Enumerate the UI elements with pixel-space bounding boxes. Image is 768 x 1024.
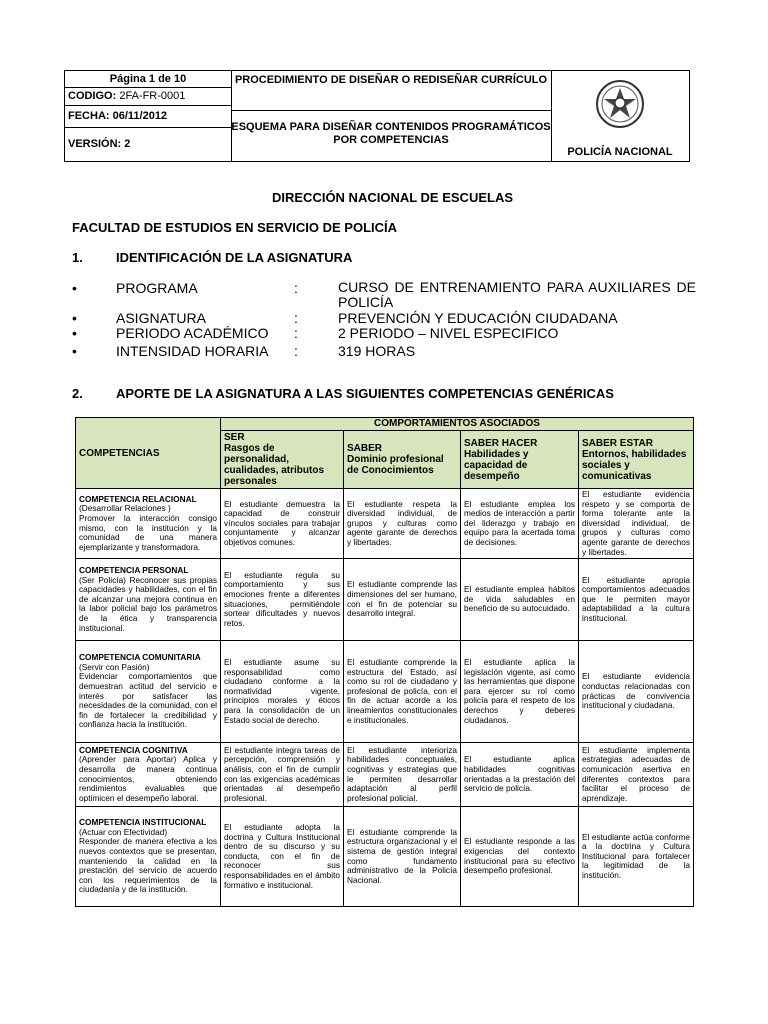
competency-cell xyxy=(76,559,221,641)
saber-hacer-cell: El estudiante aplica la legislación vigente, así como las herramientas que dispone para ejercer su rol como policía para el respeto de los derechos y deberes ciudadanos. xyxy=(461,641,579,743)
item-colon: : xyxy=(294,310,298,326)
institution-name: POLICÍA NACIONAL xyxy=(567,146,673,158)
section-2-number: 2. xyxy=(72,386,83,401)
ser-cell: El estudiante integra tareas de percepción, comprensión y análisis, con el fin de cumplir con las exigencias académicas orientadas al desempeño profesional. xyxy=(221,743,344,807)
table-row xyxy=(76,807,694,907)
saber-estar-cell: El estudiante implementa estrategias adecuadas de comunicación asertiva en diferentes contextos para facilitar el proceso de aprendizaje. xyxy=(579,743,694,807)
item-colon: : xyxy=(294,325,298,341)
faculty-heading: FACULTAD DE ESTUDIOS EN SERVICIO DE POLICÍA xyxy=(72,220,398,235)
competency-description: (Aprender para Aportar) Aplica y desarrolla de manera continua conocimientos, obteniendo rendimientos evaluables que optimicen el desempeño laboral. xyxy=(79,754,217,803)
competency-cell xyxy=(76,807,221,907)
item-value-asignatura: PREVENCIÓN Y EDUCACIÓN CIUDADANA xyxy=(338,310,618,326)
table-row xyxy=(76,743,694,807)
list-bullet: • xyxy=(72,325,77,341)
saber-cell: El estudiante comprende las dimensiones del ser humano, con el fin de potenciar su desarrollo integral. xyxy=(344,559,461,641)
competency-cell xyxy=(76,489,221,559)
saber-estar-cell: El estudiante apropia comportamientos adecuados que le permiten mayor adaptabilidad a la cultura institucional. xyxy=(579,559,694,641)
document-date: FECHA: 06/11/2012 xyxy=(65,106,231,128)
competency-name: COMPETENCIA INSTITUCIONAL xyxy=(79,817,207,828)
saber-hacer-cell: El estudiante emplea hábitos de vida saludables en beneficio de su autocuidado. xyxy=(461,559,579,641)
section-1-number: 1. xyxy=(72,250,83,265)
section-2-title: APORTE DE LA ASIGNATURA A LAS SIGUIENTES COMPETENCIAS GENÉRICAS xyxy=(116,386,614,401)
direction-heading: DIRECCIÓN NACIONAL DE ESCUELAS xyxy=(272,190,514,205)
ser-cell: El estudiante adopta la doctrina y Cultura Institucional dentro de su discurso y su conducta, con el fin de reconocer sus responsabilidades en el ámbito formativo e institucional. xyxy=(221,807,344,907)
saber-estar-cell: El estudiante evidencia conductas relacionadas con prácticas de convivencia institucional y ciudadana. xyxy=(579,641,694,743)
competencies-table xyxy=(75,417,694,907)
page-number: Página 1 de 10 xyxy=(65,71,231,88)
header-ser: SER Rasgos de personalidad, cualidades, atributos personales xyxy=(221,431,344,489)
competency-cell xyxy=(76,743,221,807)
code-value: 2FA-FR-0001 xyxy=(119,90,186,102)
competency-description: (Actuar con Efectividad) Responder de manera efectiva a los nuevos contextos que se presentan, manteniendo la calidad en la prestación del servicio de acuerdo con los requerimientos de la ciudadanía y de la institución. xyxy=(79,826,217,895)
saber-cell: El estudiante respeta la diversidad individual, de grupos y culturas como agente garante de derechos y libertades. xyxy=(344,489,461,559)
saber-cell: El estudiante comprende la estructura del Estado, así como su rol de ciudadano y profesional de policía, con el fin de actuar acorde a los lineamientos constitucionales e institucionales. xyxy=(344,641,461,743)
header-title-column xyxy=(231,71,552,161)
ser-cell: El estudiante regula su comportamiento y sus emociones frente a diferentes situaciones, permitiéndole sortear dificultades y nuevos retos. xyxy=(221,559,344,641)
ser-cell: El estudiante asume su responsabilidad como ciudadano conforme a la normatividad vigente, principios morales y éticos para la consolidación de un Estado social de derecho. xyxy=(221,641,344,743)
procedure-title: PROCEDIMIENTO DE DISEÑAR O REDISEÑAR CURRÍCULO xyxy=(231,71,551,111)
code-label: CODIGO: xyxy=(68,90,117,102)
item-value-periodo: 2 PERIODO – NIVEL ESPECIFICO xyxy=(338,325,559,341)
police-seal-icon xyxy=(595,79,645,129)
item-label-periodo: PERIODO ACADÉMICO xyxy=(116,325,269,341)
table-row xyxy=(76,641,694,743)
competency-cell xyxy=(76,641,221,743)
section-1-title: IDENTIFICACIÓN DE LA ASIGNATURA xyxy=(116,250,353,265)
saber-cell: El estudiante interioriza habilidades conceptuales, cognitivas y estrategias que le permiten desarrollar adaptación al perfil profesional policial. xyxy=(344,743,461,807)
competency-name: COMPETENCIA COMUNITARIA xyxy=(79,652,201,663)
item-label-asignatura: ASIGNATURA xyxy=(116,310,206,326)
saber-estar-cell: El estudiante actúa conforme a la doctrina y Cultura Institucional para fortalecer la legitimidad de la institución. xyxy=(579,807,694,907)
item-colon: : xyxy=(294,280,298,296)
item-label-programa: PROGRAMA xyxy=(116,280,198,296)
header-saber: SABER Dominio profesional de Conocimientos xyxy=(344,431,461,489)
item-colon: : xyxy=(294,343,298,359)
competency-name: COMPETENCIA COGNITIVA xyxy=(79,744,188,755)
competency-description: (Servir con Pasión) Evidenciar comportamientos que demuestran actitud del servicio e interés por satisfacer las necesidades de la comunidad, con el fin de fortalecer la credibilidad y confianza hacia la institución. xyxy=(79,661,217,730)
competency-name: COMPETENCIA PERSONAL xyxy=(79,565,189,576)
document-code xyxy=(65,88,231,106)
competency-description: (Desarrollar Relaciones ) Promover la interacción consigo mismo, con la institución y la comunidad de una manera ejemplarizante y transformadora. xyxy=(79,503,217,552)
list-bullet: • xyxy=(72,280,77,296)
competency-name: COMPETENCIA RELACIONAL xyxy=(79,493,197,504)
header-saber-hacer: SABER HACER Habilidades y capacidad de desempeño xyxy=(461,431,579,489)
header-comportamientos: COMPORTAMIENTOS ASOCIADOS xyxy=(221,418,694,431)
saber-cell: El estudiante comprende la estructura organizacional y el sistema de gestión integral como fundamento administrativo de la Policía Nacional. xyxy=(344,807,461,907)
saber-estar-cell: El estudiante evidencia respeto y se comporta de forma tolerante ante la diversidad individual, de grupos y culturas como agente garante de derechos y libertades. xyxy=(579,489,694,559)
list-bullet: • xyxy=(72,310,77,326)
item-value-programa: CURSO DE ENTRENAMIENTO PARA AUXILIARES DE POLICÍA xyxy=(338,279,696,310)
header-meta-column xyxy=(65,71,232,161)
header-competencias: COMPETENCIAS xyxy=(76,418,221,489)
table-row xyxy=(76,559,694,641)
document-version: VERSIÓN: 2 xyxy=(68,138,131,150)
saber-hacer-cell: El estudiante responde a las exigencias del contexto institucional para su efectivo desempeño profesional. xyxy=(461,807,579,907)
list-bullet: • xyxy=(72,343,77,359)
competency-description: (Ser Policía) Reconocer sus propias capacidades y habilidades, con el fin de alcanzar una mejora continua en la labor policial bajo los parámetros de la ética y transparencia institucional. xyxy=(79,574,217,633)
saber-hacer-cell: El estudiante emplea los medios de interacción a partir del liderazgo y trabajo en equipo para la acertada toma de decisiones. xyxy=(461,489,579,559)
ser-cell: El estudiante demuestra la capacidad de construir vínculos sociales para trabajar conjuntamente y alcanzar objetivos comunes. xyxy=(221,489,344,559)
table-row xyxy=(76,489,694,559)
header-saber-estar: SABER ESTAR Entornos, habilidades sociales y comunicativas xyxy=(579,431,694,489)
item-value-intensidad: 319 HORAS xyxy=(338,343,416,359)
item-label-intensidad: INTENSIDAD HORARIA xyxy=(116,343,269,359)
document-header xyxy=(64,70,690,162)
schema-title: ESQUEMA PARA DISEÑAR CONTENIDOS PROGRAMÁTICOS POR COMPETENCIAS xyxy=(231,121,551,146)
saber-hacer-cell: El estudiante aplica habilidades cognitivas orientadas a la prestación del servicio de policía. xyxy=(461,743,579,807)
header-logo-column xyxy=(551,71,689,161)
